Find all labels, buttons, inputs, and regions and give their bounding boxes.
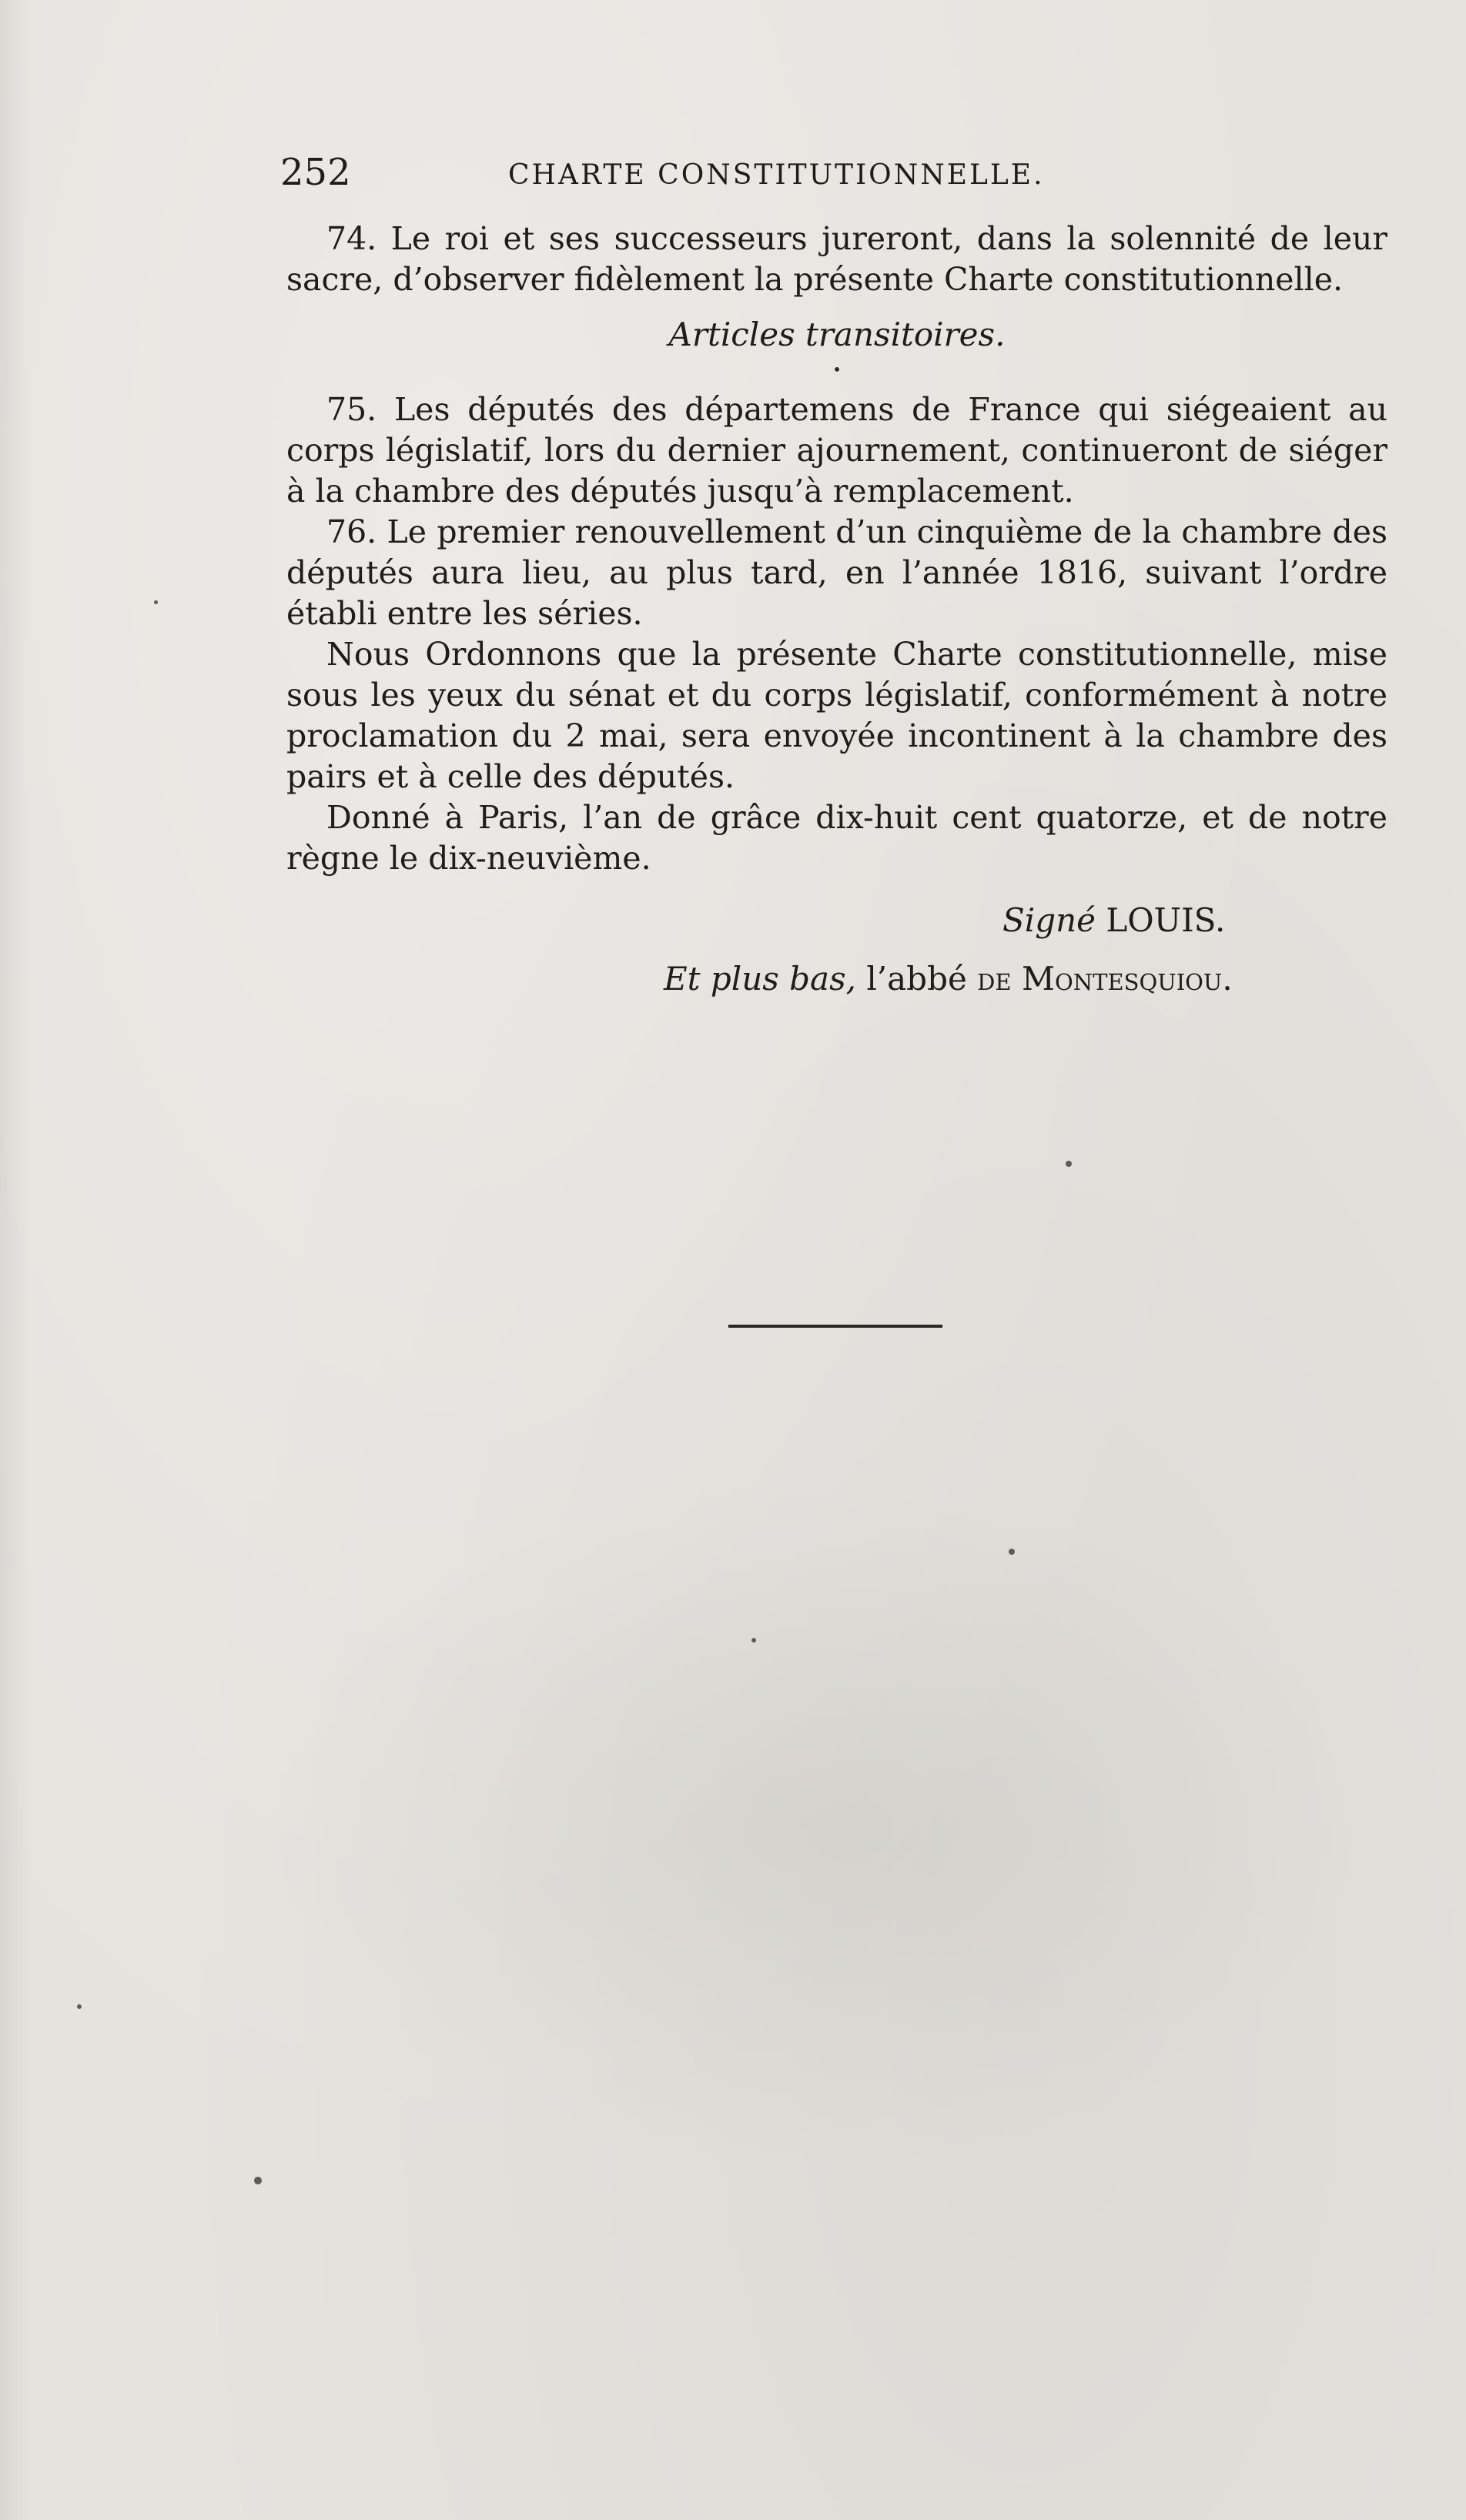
ordonnance-paragraph: Nous Ordonnons que la présente Charte constitutionnelle, mise sous les yeux du sénat et du corps législatif, conformément à notre proclamation du 2 mai, sera envoyée incontinent à la chambre des pairs et à celle des députés. <box>286 636 1387 795</box>
paper-speck <box>154 600 158 604</box>
paper-speck <box>1009 1549 1015 1555</box>
signature-label: Signé <box>1002 901 1096 939</box>
page-number: 252 <box>280 151 351 194</box>
gutter-shadow <box>0 0 31 2520</box>
show-through-shadow <box>254 1478 1371 2171</box>
signature-line <box>286 899 1387 942</box>
paper-speck <box>77 2004 82 2009</box>
running-title: CHARTE CONSTITUTIONNELLE. <box>508 159 1045 191</box>
page-body <box>286 219 1387 1001</box>
article-75: 75. Les députés des départemens de France qui siégeaient au corps législatif, lors du dernier ajournement, continueront de siéger à la chambre des députés jusqu’à remplacement. <box>286 391 1387 510</box>
page-header <box>280 151 1389 197</box>
paper-speck <box>1066 1161 1072 1167</box>
bullet-mark: • <box>832 360 842 379</box>
end-rule <box>728 1325 942 1328</box>
article-74: 74. Le roi et ses successeurs jureront, dans la solennité de leur sacre, d’observer fidèlement la présente Charte constitutionnelle. <box>286 220 1387 298</box>
signature-name: LOUIS. <box>1106 901 1226 939</box>
paper-speck <box>254 2177 262 2184</box>
paper-speck <box>751 1638 756 1643</box>
section-heading-transitional-articles: Articles transitoires. <box>668 316 1006 353</box>
countersignature-name: de Montesquiou. <box>977 960 1233 998</box>
countersignature-label: Et plus bas, <box>664 960 856 998</box>
article-76: 76. Le premier renouvellement d’un cinquième de la chambre des députés aura lieu, au plus tard, en l’année 1816, suivant l’ordre établi entre les séries. <box>286 513 1387 632</box>
countersignature-line <box>286 958 1387 1001</box>
donne-paragraph: Donné à Paris, l’an de grâce dix-huit cent quatorze, et de notre règne le dix-neuvième. <box>286 799 1387 877</box>
countersignature-title: l’abbé <box>866 960 967 998</box>
